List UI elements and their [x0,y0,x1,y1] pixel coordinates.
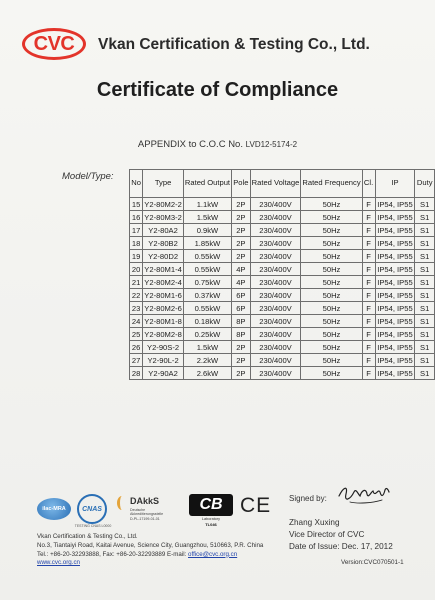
table-cell: IP54, IP55 [375,211,415,224]
table-cell: 230/400V [250,354,301,367]
table-cell: 50Hz [301,263,362,276]
table-cell: F [362,302,375,315]
table-cell: 0.75kW [183,276,231,289]
table-cell: Y2-80M1-4 [144,264,182,274]
cb-laboratory-code: TL046 [205,522,217,527]
table-cell: 2P [232,250,251,263]
table-cell: 230/400V [250,263,301,276]
table-cell: F [362,198,375,211]
table-cell: 50Hz [301,250,362,263]
appendix-prefix: APPENDIX to C.O.C No. [137,139,243,150]
dakks-caption [130,508,180,521]
table-cell: 50Hz [301,224,362,237]
table-cell: 26 [130,341,143,354]
table-cell: F [362,367,375,380]
table-cell: Y2-80M1-8 [144,316,182,326]
table-cell: Y2-90A2 [143,367,184,380]
table-cell: 27 [130,354,143,367]
table-cell: 230/400V [250,198,301,211]
table-cell: 19 [130,250,143,263]
table-cell: IP54, IP55 [375,224,415,237]
table-row [130,341,435,354]
table-cell: 230/400V [250,224,301,237]
dakks-name: DAkkS [130,496,160,506]
table-cell: S1 [415,315,435,328]
table-cell: Y2-80D2 [143,250,184,263]
table-cell: S1 [415,276,435,289]
table-cell: 50Hz [301,302,362,315]
header-rated-frequency: Rated Frequency [301,170,362,198]
table-cell: 2P [232,237,251,250]
table-cell: 4P [232,276,251,289]
table-cell: 1.85kW [183,237,231,250]
table-cell: S1 [415,341,435,354]
table-cell: 0.55kW [183,250,231,263]
table-cell: Y2-80A2 [143,224,184,237]
table-cell: Y2-80B2 [143,237,184,250]
table-cell: 50Hz [301,315,362,328]
table-row [130,302,435,315]
table-row [130,250,435,263]
table-cell: 2P [232,198,251,211]
dakks-mark-icon [117,496,127,510]
table-cell: S1 [415,302,435,315]
address-contact [37,551,263,560]
table-row [130,211,435,224]
table-row [130,198,435,211]
table-cell: Y2-80M1-6 [144,290,182,300]
table-cell: Y2-80M2-8 [144,329,182,339]
table-cell: F [362,263,375,276]
company-address [37,533,263,568]
header-class: Cl. [362,170,375,198]
table-cell: IP54, IP55 [375,315,415,328]
table-cell: 2P [232,224,251,237]
table-row [130,354,435,367]
signature-image [336,480,392,508]
table-cell: S1 [415,237,435,250]
table-cell: IP54, IP55 [375,328,415,341]
table-cell: S1 [415,263,435,276]
table-cell: F [362,211,375,224]
table-row [130,237,435,250]
table-cell: Y2-80M2-6 [144,303,182,313]
table-cell: 17 [130,224,143,237]
company-name: Vkan Certification & Testing Co., Ltd. [98,36,370,53]
table-cell: IP54, IP55 [375,341,415,354]
table-cell: 15 [130,198,143,211]
table-cell: 230/400V [250,315,301,328]
table-cell: S1 [415,224,435,237]
table-cell: 22 [130,289,143,302]
table-cell: 230/400V [250,367,301,380]
table-cell: 1.5kW [183,341,231,354]
table-cell: 230/400V [250,211,301,224]
table-cell: 18 [130,237,143,250]
header-ip: IP [375,170,415,198]
table-cell: F [362,315,375,328]
cnas-logo: CNAS [77,494,107,524]
email-link[interactable]: office@cvc.org.cn [188,550,238,558]
signer-name: Zhang Xuxing [289,518,340,527]
table-cell: S1 [415,354,435,367]
table-cell: 50Hz [301,341,362,354]
certificate-title: Certificate of Compliance [96,79,339,101]
table-cell: IP54, IP55 [375,237,415,250]
table-cell: 8P [232,328,251,341]
ilac-mra-logo: ilac-MRA [37,498,71,520]
table-cell: Y2-80M3-2 [144,212,182,222]
table-cell: IP54, IP55 [375,302,415,315]
cvc-logo [22,28,88,62]
table-cell: 230/400V [250,328,301,341]
table-cell: 25 [130,328,143,341]
table-cell: 6P [232,289,251,302]
table-cell: IP54, IP55 [375,263,415,276]
table-cell: 2P [232,354,251,367]
table-cell: IP54, IP55 [375,367,415,380]
table-row [130,224,435,237]
table-cell: 16 [130,211,143,224]
cvc-logo-text: CVC [22,28,86,60]
table-cell: 50Hz [301,328,362,341]
table-cell: 0.37kW [183,289,231,302]
table-cell: IP54, IP55 [375,289,415,302]
cb-logo: CB [189,494,233,516]
table-cell: Y2-80M2-2 [144,199,182,209]
table-row [130,328,435,341]
table-cell: 4P [232,263,251,276]
table-row [130,367,435,380]
table-cell: 0.55kW [183,302,231,315]
table-cell: S1 [415,289,435,302]
table-cell: F [362,289,375,302]
appendix-line [0,139,435,150]
table-cell: 0.25kW [183,328,231,341]
dakks-caption-line: Deutsche [130,508,146,512]
table-cell: Y2-80M2-4 [144,277,182,287]
header-type: Type [143,170,184,198]
table-cell: F [362,224,375,237]
table-cell: S1 [415,250,435,263]
dakks-caption-line: D-PL-17199-01-01 [130,516,160,521]
header-rated-output: Rated Output [183,170,231,198]
table-cell: Y2-90L-2 [143,354,184,367]
table-cell: 50Hz [301,237,362,250]
table-cell: 2P [232,211,251,224]
table-cell: 230/400V [250,250,301,263]
ce-mark: CE [240,494,272,517]
dakks-caption-line: Akkreditierungsstelle [130,512,164,517]
table-cell: 50Hz [301,367,362,380]
table-cell: 0.9kW [183,224,231,237]
tel-fax-text: Tel.: +86-20-32293888, Fax: +86-20-32293889 E-mail: [37,550,189,558]
table-cell: 2.2kW [183,354,231,367]
table-cell: 24 [130,315,143,328]
table-cell: 230/400V [250,289,301,302]
table-row [130,315,435,328]
table-cell: 230/400V [250,276,301,289]
table-cell: 2.6kW [183,367,231,380]
table-row [130,276,435,289]
table-cell: IP54, IP55 [375,354,415,367]
table-cell: F [362,354,375,367]
table-cell: 230/400V [250,237,301,250]
appendix-number: LVD12-5174-2 [245,140,298,149]
table-cell: 0.55kW [183,263,231,276]
signer-position: Vice Director of CVC [289,530,365,539]
table-cell: 50Hz [301,289,362,302]
table-cell: 50Hz [301,354,362,367]
address-street: No.3, Tiantaiyi Road, Kaitai Avenue, Science City, Guangzhou, 510663, P.R. China [37,541,264,549]
cb-laboratory-label: Laboratory [201,517,221,521]
table-cell: S1 [415,198,435,211]
table-cell: F [362,341,375,354]
table-cell: S1 [415,328,435,341]
signer-block [289,517,393,553]
date-of-issue: Date of Issue: Dec. 17, 2012 [289,542,393,551]
table-cell: F [362,250,375,263]
table-cell: F [362,276,375,289]
address-company: Vkan Certification & Testing Co., Ltd. [37,533,138,540]
model-type-label: Model/Type: [62,171,114,182]
table-cell: 20 [130,263,143,276]
header-pole: Pole [232,170,251,198]
website-link[interactable]: www.cvc.org.cn [37,559,80,567]
header-duty: Duty [415,170,435,198]
table-cell: 230/400V [250,341,301,354]
table-cell: 28 [130,367,143,380]
table-cell: 23 [130,302,143,315]
table-cell: IP54, IP55 [375,198,415,211]
table-cell: 50Hz [301,198,362,211]
cnas-logo-caption: TESTING CNAS L0000 [74,524,112,528]
table-cell: F [362,328,375,341]
table-row [130,289,435,302]
table-cell: 230/400V [250,302,301,315]
table-cell: 21 [130,276,143,289]
table-cell: IP54, IP55 [375,276,415,289]
table-cell: F [362,237,375,250]
signed-by-label: Signed by: [289,494,327,503]
table-cell: 2P [232,367,251,380]
table-row [130,263,435,276]
table-cell: 1.1kW [183,198,231,211]
model-spec-table [129,169,435,380]
table-cell: 2P [232,341,251,354]
table-cell: S1 [415,367,435,380]
table-header-row [130,170,435,198]
table-cell: 8P [232,315,251,328]
table-cell: 50Hz [301,211,362,224]
table-cell: 6P [232,302,251,315]
table-cell: 1.5kW [183,211,231,224]
table-cell: IP54, IP55 [375,250,415,263]
table-cell: Y2-90S-2 [143,341,184,354]
table-cell: 0.18kW [183,315,231,328]
header-no: No [130,170,143,198]
header-rated-voltage: Rated Voltage [250,170,301,198]
table-cell: S1 [415,211,435,224]
table-cell: 50Hz [301,276,362,289]
document-version: Version:CVC070501-1 [341,559,404,566]
